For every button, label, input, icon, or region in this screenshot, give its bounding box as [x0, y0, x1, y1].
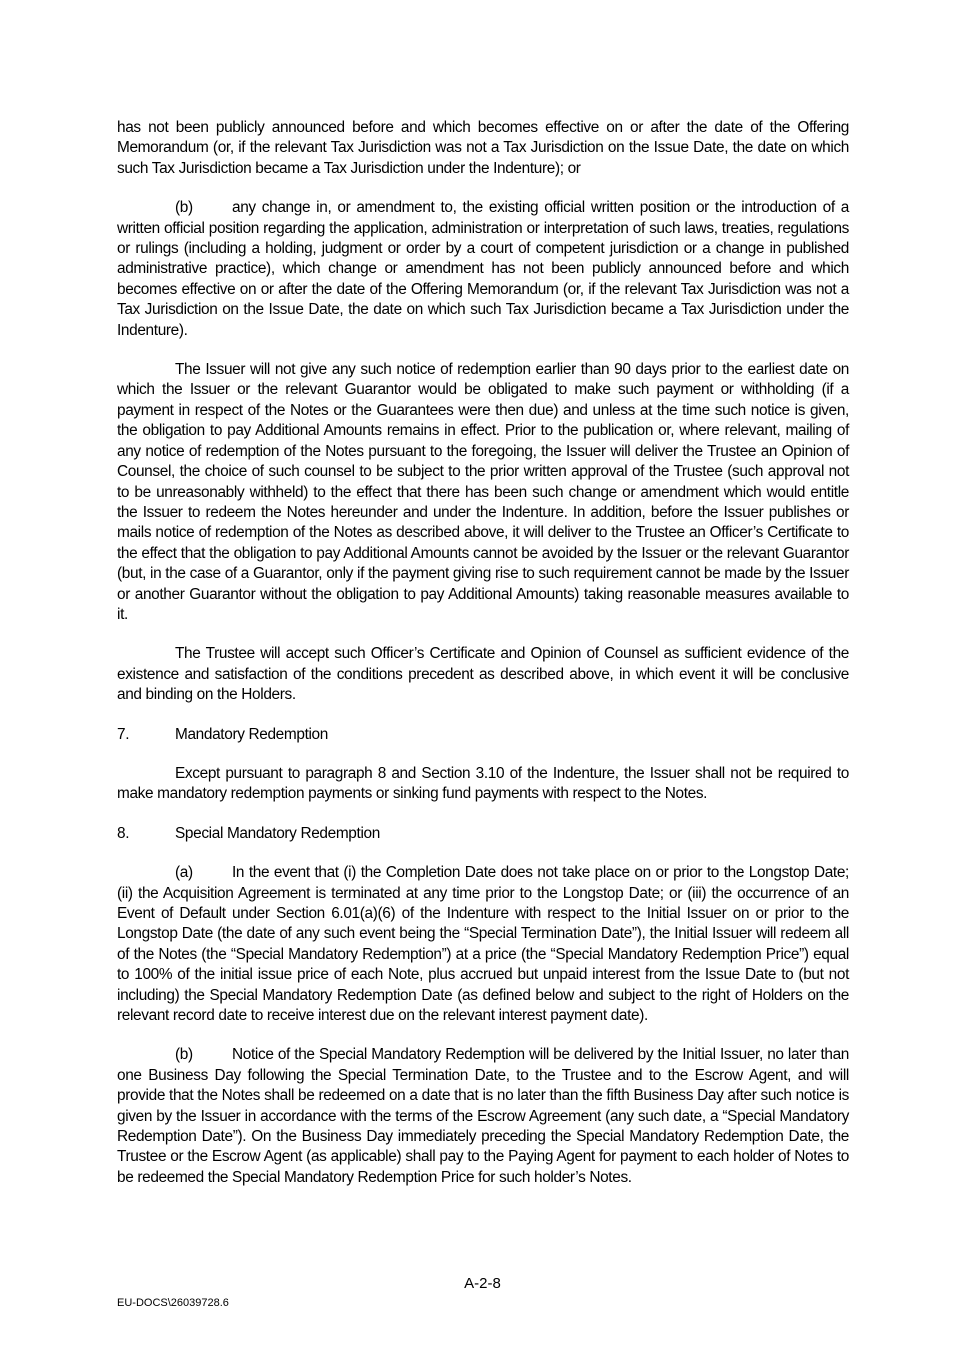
paragraph-text: In the event that (i) the Completion Date does not take place on or prior to the Longstop Date; (ii) the Acquisition Agreement is terminated at any time prior to the Longstop Date; or (iii) the occurrence of an Event of Default under Section 6.01(a)(6) of the Indenture with respect to the Initial Issuer on or prior to the Longstop Date (the date of any such event being the “Special Termination Date”), the Initial Issuer will redeem all of the Notes (the “Special Mandatory Redemption”) at a price (the “Special Mandatory Redemption Price”) equal to 100% of the initial issue price of each Note, plus accrued but unpaid interest from the Issue Date to (but not including) the Special Mandatory Redemption Date (as defined below and subject to the right of Holders on the relevant record date to receive interest due on the relevant interest payment date). — [117, 864, 849, 1025]
item-label: (b) — [175, 199, 193, 217]
section-title: Special Mandatory Redemption — [175, 824, 380, 842]
section-number: 7. — [117, 725, 130, 743]
paragraph-a — [117, 863, 849, 1026]
paragraph: The Trustee will accept such Officer’s Certificate and Opinion of Counsel as sufficient evidence of the existence and satisfaction of the conditions precedent as described above, in which event it will be conclusive and binding on the Holders. — [117, 645, 849, 704]
page-number: A-2-8 — [464, 1275, 501, 1292]
paragraph: has not been publicly announced before and which becomes effective on or after the date of the Offering Memorandum (or, if the relevant Tax Jurisdiction was not a Tax Jurisdiction on the Issue Date, the date on which such Tax Jurisdiction became a Tax Jurisdiction under the Indenture); or — [117, 119, 849, 177]
section-heading-7 — [117, 725, 849, 745]
section-number: 8. — [117, 824, 130, 842]
section-title: Mandatory Redemption — [175, 725, 328, 743]
section-heading-8 — [117, 824, 849, 844]
paragraph-b — [117, 198, 849, 341]
paragraph-b — [117, 1045, 849, 1188]
item-label: (a) — [175, 864, 193, 882]
document-id-footer: EU-DOCS\26039728.6 — [117, 1297, 229, 1309]
paragraph-text: any change in, or amendment to, the existing official written position or the introduction of a written official position regarding the application, administration or interpretation of such laws, treaties, regulations or rulings (including a holding, judgment or order by a court of competent jurisdiction or a change in published administrative practice), which change or amendment has not been publicly announced before and which becomes effective on or after the date of the Offering Memorandum (or, if the relevant Tax Jurisdiction was not a Tax Jurisdiction on the Issue Date, the date on which such Tax Jurisdiction became a Tax Jurisdiction under the Indenture). — [117, 199, 849, 339]
paragraph-text: Notice of the Special Mandatory Redemption will be delivered by the Initial Issuer, no later than one Business Day following the Special Termination Date, to the Trustee and to the Escrow Agent, and will provide that the Notes shall be redeemed on a date that is no later than the fifth Business Day after such notice is given by the Issuer in accordance with the terms of the Escrow Agreement (any such date, a “Special Mandatory Redemption Date”). On the Business Day immediately preceding the Special Mandatory Redemption Date, the Trustee or the Escrow Agent (as applicable) shall pay to the Paying Agent for payment to each holder of Notes to be redeemed the Special Mandatory Redemption Price for such holder’s Notes. — [117, 1046, 849, 1186]
paragraph: The Issuer will not give any such notice of redemption earlier than 90 days prior to the earliest date on which the Issuer or the relevant Guarantor would be obligated to make such payment or withholding (if a payment in respect of the Notes or the Guarantees were then due) and unless at the time such notice is given, the obligation to pay Additional Amounts remains in effect. Prior to the publication or, where relevant, mailing of any notice of redemption of the Notes pursuant to the foregoing, the Issuer will deliver the Trustee an Opinion of Counsel, the choice of such counsel to be subject to the prior written approval of the Trustee (such approval not to be unreasonably withheld) to the effect that there has been such change or amendment which would entitle the Issuer to redeem the Notes hereunder and under the Indenture. In addition, before the Issuer publishes or mails notice of redemption of the Notes as described above, it will deliver to the Trustee an Officer’s Certificate to the effect that the obligation to pay Additional Amounts cannot be avoided by the Issuer or the relevant Guarantor (but, in the case of a Guarantor, only if the payment giving rise to such requirement cannot be made by the Issuer or another Guarantor without the obligation to pay Additional Amounts) taking reasonable measures available to it. — [117, 361, 849, 623]
paragraph: Except pursuant to paragraph 8 and Section 3.10 of the Indenture, the Issuer shall not be required to make mandatory redemption payments or sinking fund payments with respect to the Notes. — [117, 764, 849, 803]
item-label: (b) — [175, 1046, 193, 1064]
document-body — [117, 118, 849, 1207]
